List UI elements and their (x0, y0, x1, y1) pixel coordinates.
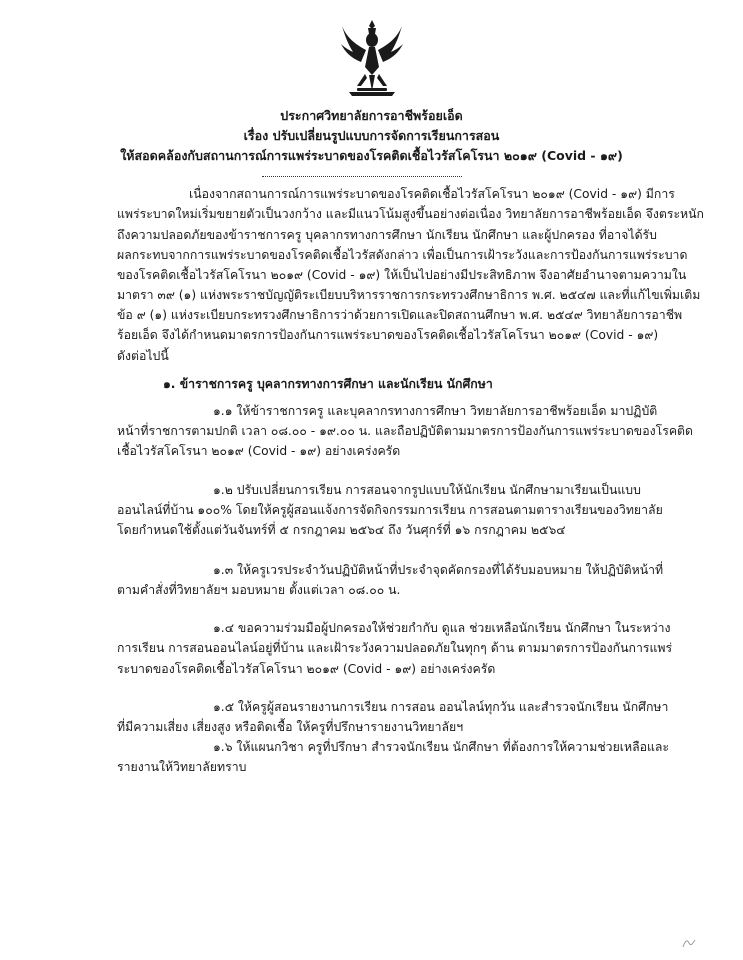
garuda-emblem-icon (339, 18, 405, 98)
clause-line: ๑.๖ ให้แผนกวิชา ครูที่ปรึกษา สำรวจนักเรียน นักศึกษา ที่ต้องการให้ความช่วยเหลือและ (213, 740, 670, 754)
clause-line: ๑.๕ ให้ครูผู้สอนรายงานการเรียน การสอน ออนไลน์ทุกวัน และสำรวจนักเรียน นักศึกษา (213, 700, 669, 714)
intro-line: ถึงความปลอดภัยของข้าราชการครู บุคลากรทางการศึกษา นักเรียน นักศึกษา และผู้ปกครอง ที่อาจได้รับ (117, 228, 657, 242)
document-subject-continued: ให้สอดคล้องกับสถานการณ์การแพร่ระบาดของโรคติดเชื้อไวรัสโคโรนา ๒๐๑๙ (Covid - ๑๙) (120, 148, 623, 163)
clause-line: รายงานให้วิทยาลัยทราบ (117, 760, 247, 774)
clause-line: ที่มีความเสี่ยง เสี่ยงสูง หรือติดเชื้อ ให้ครูที่ปรึกษารายงานวิทยาลัยฯ (117, 720, 464, 734)
intro-line: ดังต่อไปนี้ (117, 349, 169, 363)
clause-line: การเรียน การสอนออนไลน์อยู่ที่บ้าน และเฝ้าระวังความปลอดภัยในทุกๆ ด้าน ตามมาตรการป้องกันการแพร่ (117, 641, 673, 655)
clause-line: โดยกำหนดใช้ตั้งแต่วันจันทร์ที่ ๕ กรกฎาคม ๒๕๖๔ ถึง วันศุกร์ที่ ๑๖ กรกฎาคม ๒๕๖๔ (117, 523, 566, 537)
clause-line: ๑.๓ ให้ครูเวรประจำวันปฏิบัติหน้าที่ประจำจุดคัดกรองที่ได้รับมอบหมาย ให้ปฏิบัติหน้าที่ (213, 563, 664, 577)
clause-line: ตามคำสั่งที่วิทยาลัยฯ มอบหมาย ตั้งแต่เวลา ๐๘.๐๐ น. (117, 583, 401, 597)
section-heading: ๑. ข้าราชการครู บุคลากรทางการศึกษา และนักเรียน นักศึกษา (163, 377, 493, 391)
clause-line: ระบาดของโรคติดเชื้อไวรัสโคโรนา ๒๐๑๙ (Covid - ๑๙) อย่างเคร่งครัด (117, 662, 496, 676)
title-divider (262, 176, 462, 177)
intro-line: มาตรา ๓๙ (๑) แห่งพระราชบัญญัติระเบียบบริหารราชการกระทรวงศึกษาธิการ พ.ศ. ๒๕๔๗ และที่แก้ไขเพิ่มเติม (117, 288, 701, 302)
clause-line: ออนไลน์ที่บ้าน ๑๐๐% โดยให้ครูผู้สอนแจ้งการจัดกิจกรรมการเรียน การสอนตามตารางเรียนของวิทยาลัย (117, 503, 663, 517)
document-title: ประกาศวิทยาลัยการอาชีพร้อยเอ็ด (280, 108, 463, 123)
clause-line: เชื้อไวรัสโคโรนา ๒๐๑๙ (Covid - ๑๙) อย่างเคร่งครัด (117, 444, 401, 458)
clause-line: ๑.๑ ให้ข้าราชการครู และบุคลากรทางการศึกษา วิทยาลัยการอาชีพร้อยเอ็ด มาปฏิบัติ (213, 404, 658, 418)
intro-line: เนื่องจากสถานการณ์การแพร่ระบาดของโรคติดเชื้อไวรัสโคโรนา ๒๐๑๙ (Covid - ๑๙) มีการ (189, 187, 675, 201)
intro-line: ผลกระทบจากการแพร่ระบาดของโรคติดเชื้อไวรัสดังกล่าว เพื่อเป็นการเฝ้าระวังและการป้องกันการแพร่ระบาด (117, 248, 688, 262)
document-subject: เรื่อง ปรับเปลี่ยนรูปแบบการจัดการเรียนการสอน (243, 128, 500, 143)
intro-line: ข้อ ๙ (๑) แห่งระเบียบกระทรวงศึกษาธิการว่าด้วยการเปิดและปิดสถานศึกษา พ.ศ. ๒๕๔๙ วิทยาลัยการอาชีพ (117, 308, 683, 322)
intro-line: ของโรคติดเชื้อไวรัสโคโรนา ๒๐๑๙ (Covid - ๑๙) ให้เป็นไปอย่างมีประสิทธิภาพ จึงอาศัยอำนาจตามความใน (117, 268, 687, 282)
clause-line: ๑.๒ ปรับเปลี่ยนการเรียน การสอนจากรูปแบบให้นักเรียน นักศึกษามาเรียนเป็นแบบ (213, 483, 641, 497)
intro-line: ร้อยเอ็ด จึงได้กำหนดมาตรการป้องกันการแพร่ระบาดของโรคติดเชื้อไวรัสโคโรนา ๒๐๑๙ (Covid - ๑๙) (117, 328, 659, 342)
clause-line: ๑.๔ ขอความร่วมมือผู้ปกครองให้ช่วยกำกับ ดูแล ช่วยเหลือนักเรียน นักศึกษา ในระหว่าง (213, 621, 671, 635)
intro-line: แพร่ระบาดใหม่เริ่มขยายตัวเป็นวงกว้าง และมีแนวโน้มสูงขึ้นอย่างต่อเนื่อง วิทยาลัยการอาชีพร้อยเอ็ด จึงตระหนัก (117, 207, 705, 221)
page-mark-icon (682, 937, 696, 949)
clause-line: หน้าที่ราชการตามปกติ เวลา ๐๘.๐๐ - ๑๙.๐๐ น. และถือปฏิบัติตามมาตรการป้องกันการแพร่ระบาดของโรคติด (117, 424, 694, 438)
